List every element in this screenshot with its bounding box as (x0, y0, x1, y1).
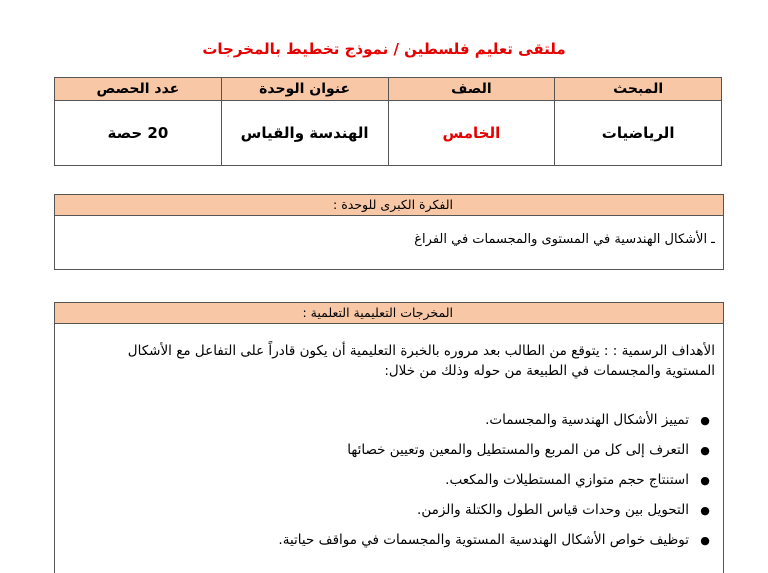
list-item-text: استنتاج حجم متوازي المستطيلات والمكعب. (445, 472, 689, 488)
outcomes-section (54, 302, 724, 573)
big-idea-title: الفكرة الكبرى للوحدة : (55, 195, 723, 216)
list-item (55, 435, 723, 465)
header-grade: الصف (388, 78, 555, 101)
cell-grade: الخامس (388, 101, 555, 166)
outcomes-list (55, 405, 723, 555)
bullet-icon: ● (700, 444, 710, 457)
outcomes-title: المخرجات التعليمية التعلمية : (55, 303, 723, 324)
list-item (55, 405, 723, 435)
list-item (55, 495, 723, 525)
page-title: ملتقى تعليم فلسطين / نموذج تخطيط بالمخرجات (202, 40, 566, 58)
list-item-text: التحويل بين وحدات قياس الطول والكتلة والزمن. (417, 502, 689, 518)
big-idea-text: ـ الأشكال الهندسية في المستوى والمجسمات في الفراغ (414, 232, 715, 247)
header-lesson-count: عدد الحصص (55, 78, 222, 101)
list-item (55, 465, 723, 495)
outcomes-intro: الأهداف الرسمية : : يتوقع من الطالب بعد مروره بالخبرة التعليمية أن يكون قادراً على التفاعل مع الأشكال المستوية والمجسمات في الطبيعة من حوله وذلك من خلال: (127, 343, 715, 379)
bullet-icon: ● (700, 504, 710, 517)
cell-lesson-count: 20 حصة (55, 101, 222, 166)
list-item-text: التعرف إلى كل من المربع والمستطيل والمعين وتعيين خصائها (347, 442, 689, 458)
list-item (55, 525, 723, 555)
cell-unit-title: الهندسة والقياس (221, 101, 388, 166)
bullet-icon: ● (700, 474, 710, 487)
info-table (54, 77, 722, 166)
header-subject: المبحث (555, 78, 722, 101)
cell-subject: الرياضيات (555, 101, 722, 166)
bullet-icon: ● (700, 534, 710, 547)
list-item-text: تمييز الأشكال الهندسية والمجسمات. (485, 412, 689, 428)
header-unit-title: عنوان الوحدة (221, 78, 388, 101)
bullet-icon: ● (700, 414, 710, 427)
list-item-text: توظيف خواص الأشكال الهندسية المستوية والمجسمات في مواقف حياتية. (278, 532, 689, 548)
big-idea-section (54, 194, 724, 270)
